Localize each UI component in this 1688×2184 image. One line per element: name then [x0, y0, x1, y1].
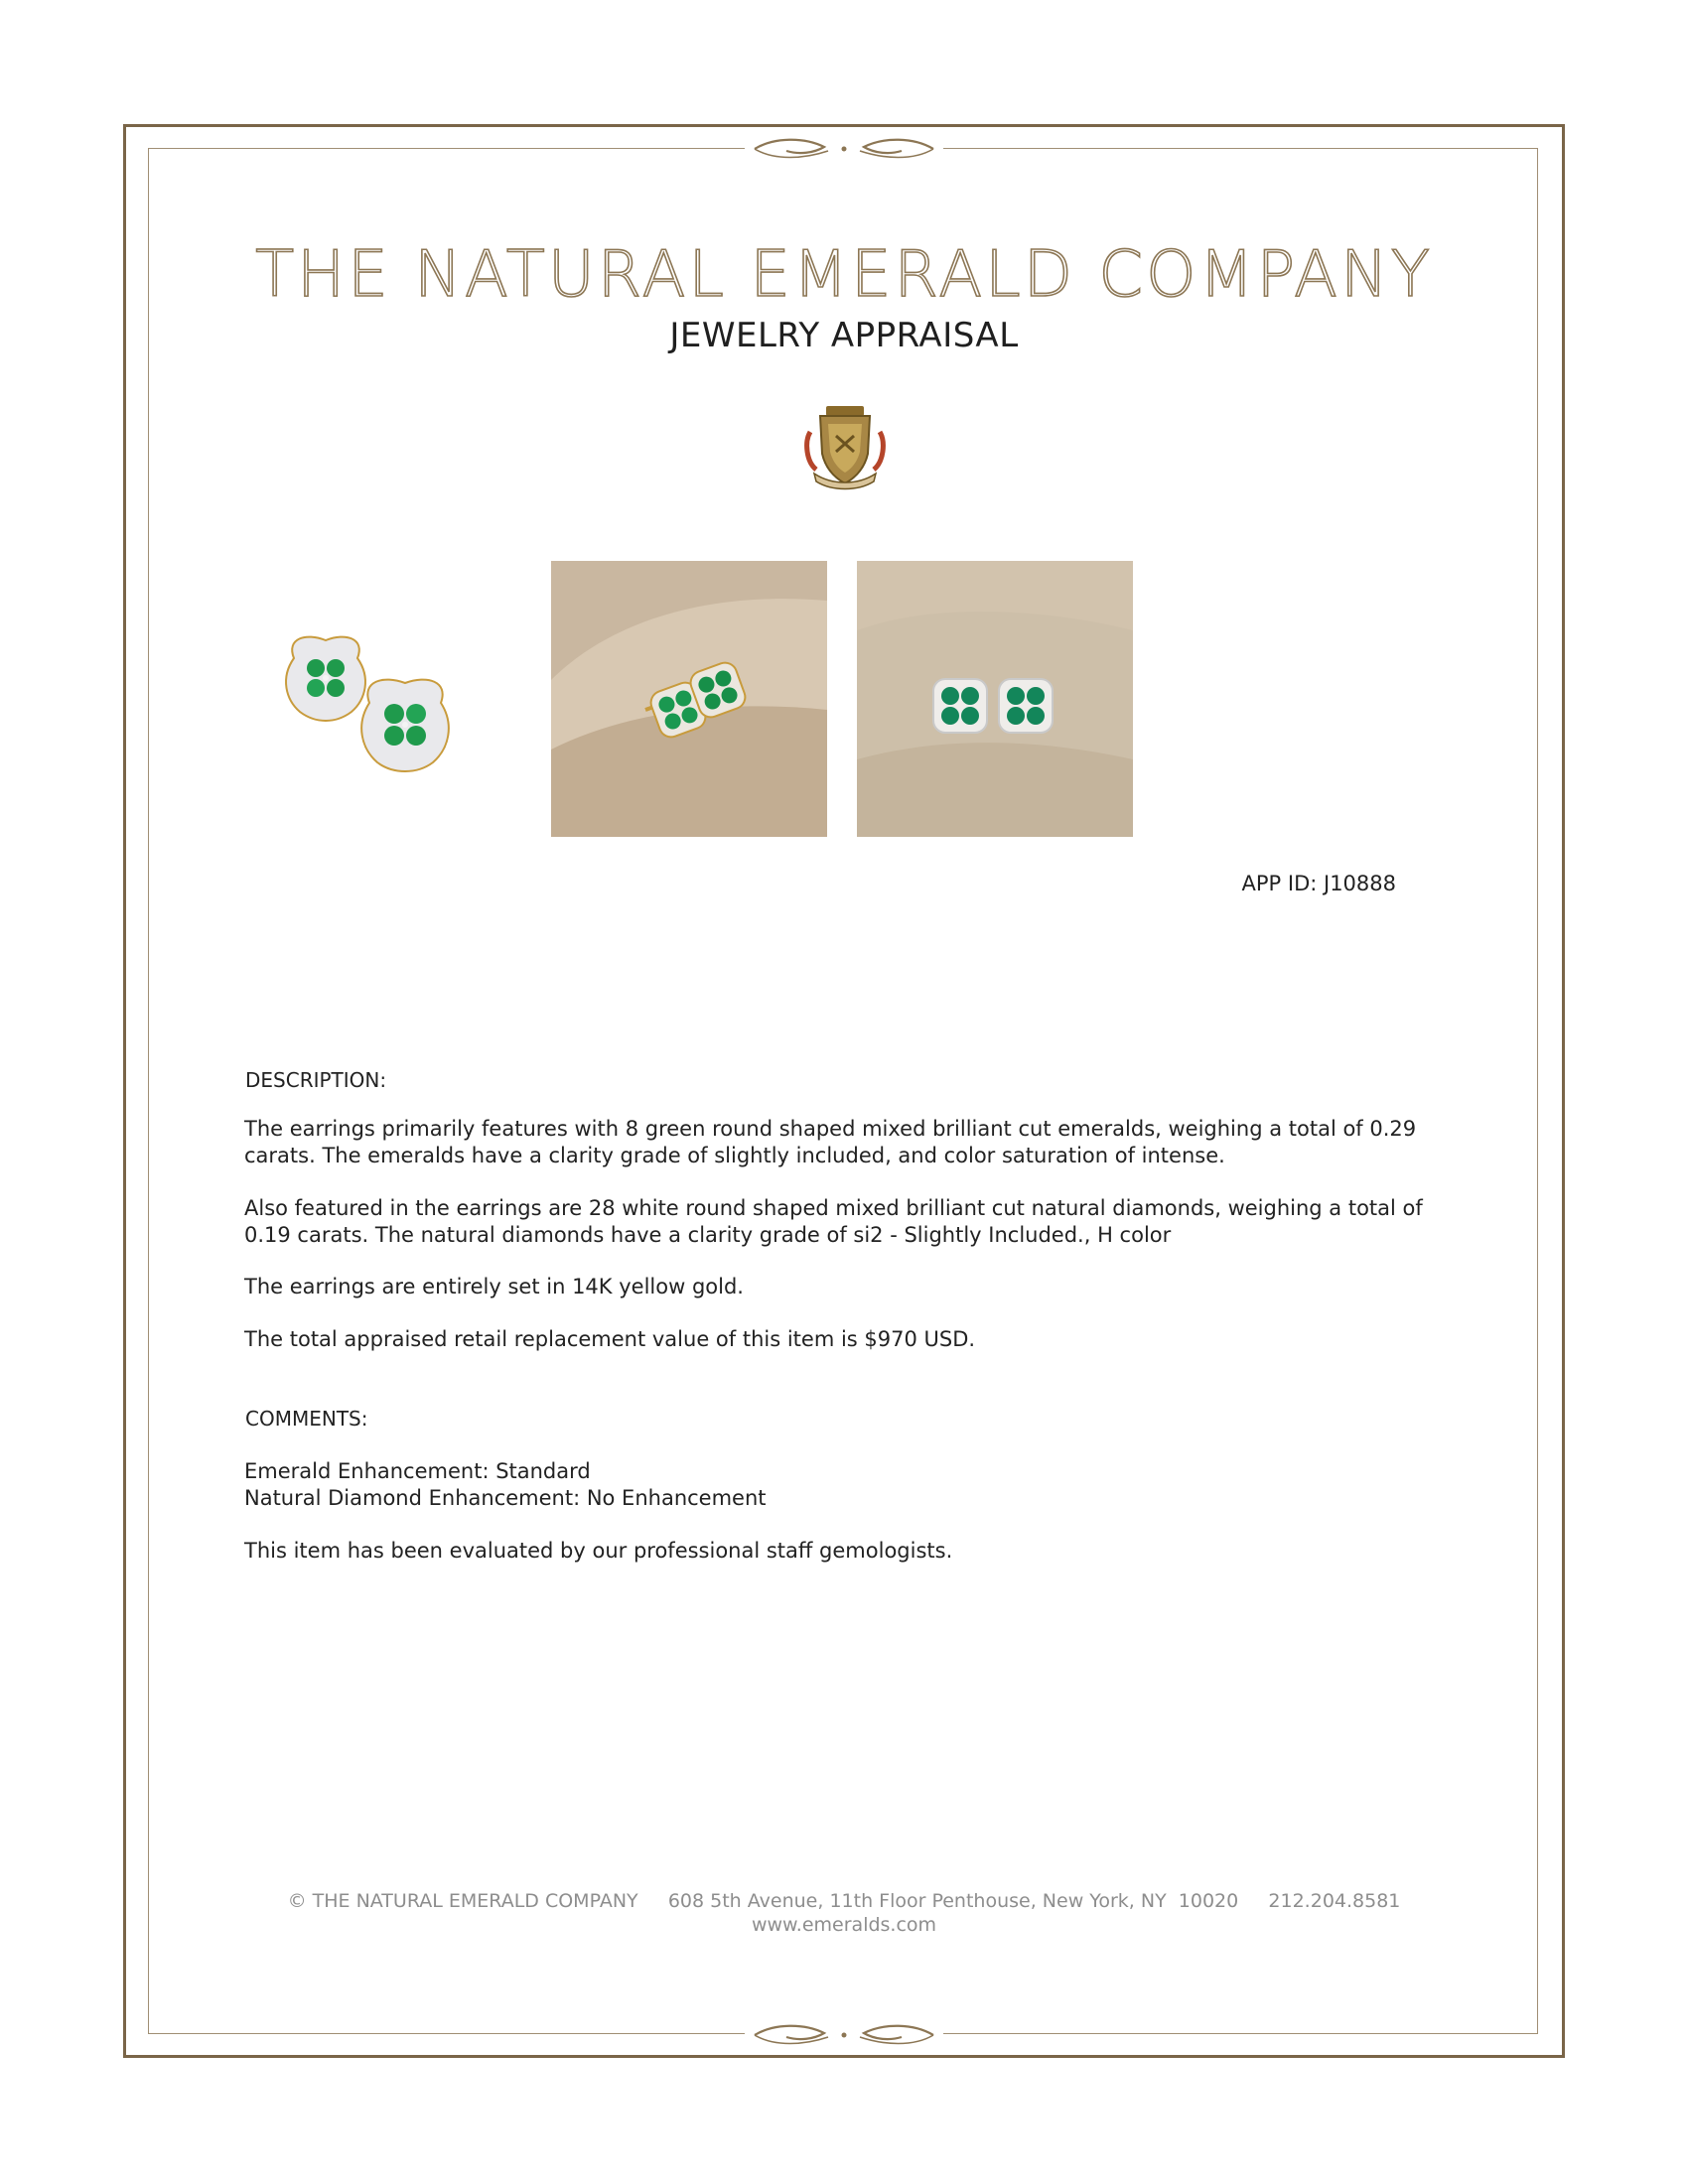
- evaluation-note: This item has been evaluated by our professional staff gemologists.: [244, 1539, 953, 1563]
- product-photo-3: [857, 561, 1133, 837]
- description-heading: DESCRIPTION:: [245, 1068, 387, 1092]
- document-title: JEWELRY APPRAISAL: [669, 316, 1019, 355]
- comments-heading: COMMENTS:: [245, 1407, 368, 1431]
- description-metal: The earrings are entirely set in 14K yellow gold.: [244, 1275, 744, 1298]
- footer-contact: [149, 1890, 1539, 1912]
- footer-phone: 212.204.8581: [1268, 1890, 1401, 1912]
- comment-diamond-enhancement: Natural Diamond Enhancement: No Enhancement: [244, 1486, 767, 1510]
- footer-copyright: © THE NATURAL EMERALD COMPANY: [287, 1890, 638, 1912]
- product-photo-2: [551, 561, 827, 837]
- comment-emerald-enhancement: Emerald Enhancement: Standard: [244, 1459, 591, 1483]
- product-photo-1: [246, 561, 522, 837]
- description-value: The total appraised retail replacement value of this item is $970 USD.: [244, 1327, 976, 1351]
- description-diamonds: Also featured in the earrings are 28 white round shaped mixed brilliant cut natural diamonds, weighing a total of 0.19 carats. The natural diamonds have a clarity grade of si2 - Slightly Included., H color: [244, 1196, 1423, 1247]
- footer-website: www.emeralds.com: [751, 1914, 937, 1936]
- bottom-ornament: [745, 2021, 943, 2049]
- top-ornament: [745, 135, 943, 163]
- footer-address: 608 5th Avenue, 11th Floor Penthouse, New York, NY 10020: [667, 1890, 1239, 1912]
- description-emeralds: The earrings primarily features with 8 green round shaped mixed brilliant cut emeralds, weighing a total of 0.29 carats. The emeralds have a clarity grade of slightly included, and color saturation of intense.: [244, 1117, 1417, 1167]
- company-name: THE NATURAL EMERALD COMPANY: [255, 238, 1433, 312]
- product-photo-4-empty: [1162, 561, 1438, 837]
- appraisal-id: APP ID: J10888: [1241, 872, 1396, 895]
- crest-logo: [802, 402, 888, 491]
